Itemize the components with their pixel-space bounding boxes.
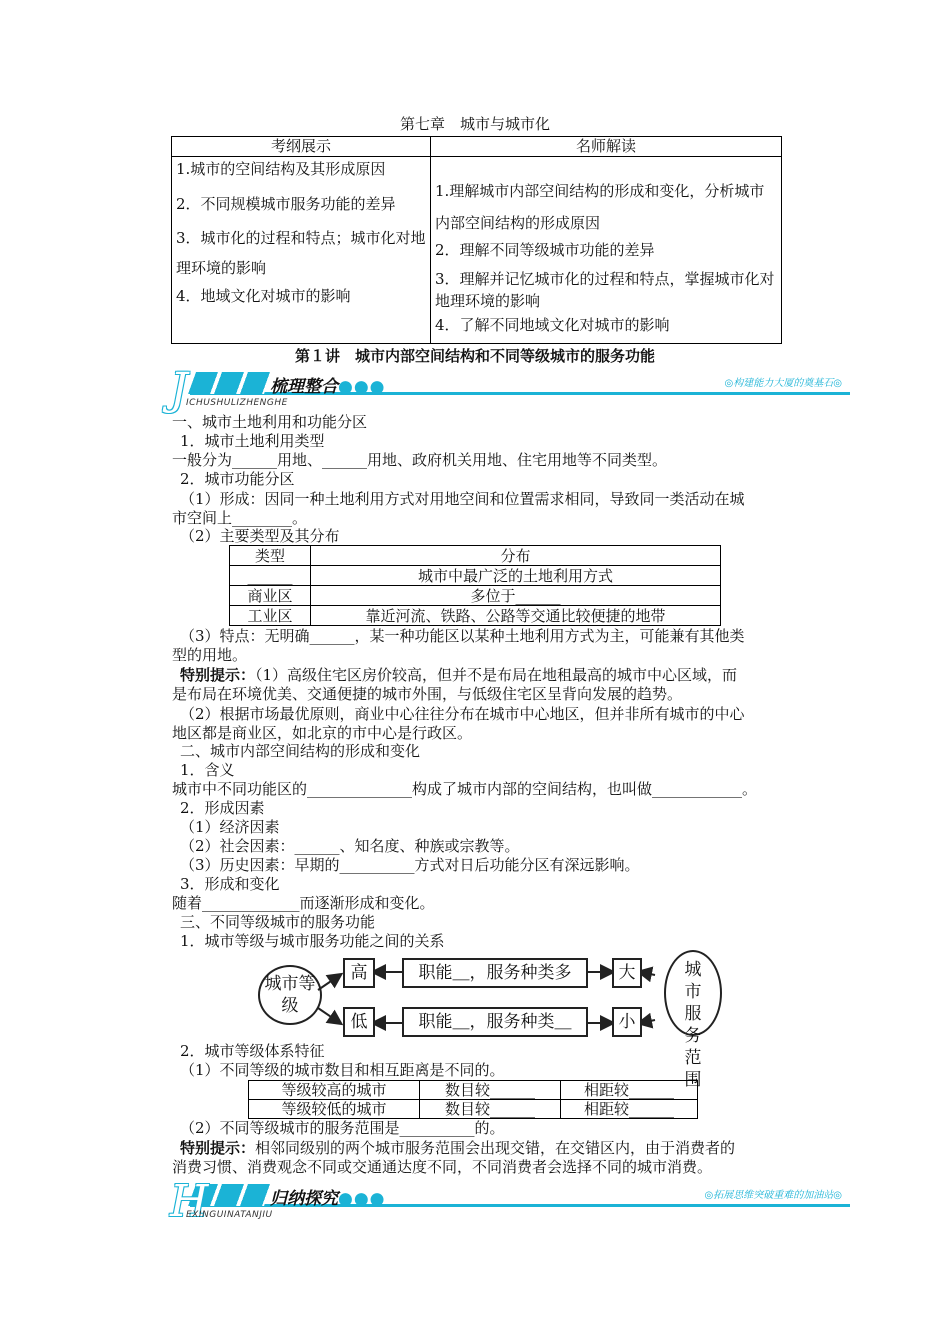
sub-heading: 3．形成和变化 <box>180 875 280 893</box>
section-banner-induction <box>170 1176 850 1227</box>
sub-heading: 2．城市功能分区 <box>180 470 295 488</box>
paragraph: 随着_____________而逐渐形成和变化。 <box>172 894 435 912</box>
paragraph: 城市中不同功能区的______________构成了城市内部的空间结构，也叫做____________。 <box>172 780 758 798</box>
banner-letter: H <box>170 1176 209 1227</box>
paragraph: （3）特点：无明确______，某一种功能区以某种土地利用方式为主，可能兼有其他类 <box>180 627 745 645</box>
function-low-box: 职能＿，服务种类＿ <box>402 1007 588 1037</box>
table-cell: 城市中最广泛的土地利用方式 <box>311 566 721 586</box>
tip-paragraph: 特别提示：相邻同级别的两个城市服务范围会出现交错，在交错区内，由于消费者的 <box>180 1139 736 1157</box>
table-cell: ______ <box>230 566 311 586</box>
paragraph: （2）主要类型及其分布 <box>180 527 340 545</box>
paragraph: （1）不同等级的城市数目和相互距离是不同的。 <box>180 1061 505 1079</box>
table-cell: 数目较______ <box>420 1100 561 1119</box>
table-header: 类型 <box>230 546 311 566</box>
paragraph: （2）不同等级城市的服务范围是__________的。 <box>180 1119 505 1137</box>
banner-slogan: ◎构建能力大厦的奠基石◎ <box>724 378 842 389</box>
table-cell: 商业区 <box>230 586 311 606</box>
sub-heading: 1．城市土地利用类型 <box>180 432 325 450</box>
big-box: 大 <box>612 958 642 988</box>
banner-slogan: ◎拓展思维突破重难的加油站◎ <box>704 1190 842 1201</box>
banner-title: 归纳探究●●● <box>270 1189 386 1209</box>
sub-heading: 2．城市等级体系特征 <box>180 1042 325 1060</box>
paragraph: （2）根据市场最优原则，商业中心往往分布在城市中心地区，但并非所有城市的中心 <box>180 705 745 723</box>
banner-letter: J <box>170 364 188 415</box>
paragraph: （1）形成：因同一种土地利用方式对用地空间和位置需求相同，导致同一类活动在城 <box>180 490 745 508</box>
banner-pinyin: ICHUSHULIZHENGHE <box>186 398 288 408</box>
lesson-title: 第１讲 城市内部空间结构和不同等级城市的服务功能 <box>294 347 655 365</box>
table-header: 分布 <box>311 546 721 566</box>
table-cell: 多位于______ <box>311 586 721 606</box>
section-banner-sorting <box>170 364 850 415</box>
table-cell: 靠近河流、铁路、公路等交通比较便捷的地带 <box>311 606 721 626</box>
paragraph: 型的用地。 <box>172 646 248 664</box>
section-heading: 一、城市土地利用和功能分区 <box>172 413 368 431</box>
paragraph: （2）社会因素：______、知名度、种族或宗教等。 <box>180 837 520 855</box>
low-box: 低 <box>343 1007 375 1037</box>
section-heading: 二、城市内部空间结构的形成和变化 <box>180 742 421 760</box>
interpretation-item: 3．理解并记忆城市化的过程和特点，掌握城市化对地理环境的影响 <box>435 270 775 310</box>
banner-pinyin: EXINGUINATANJIU <box>186 1210 273 1220</box>
table-cell: 相距较______ <box>561 1081 698 1100</box>
table-cell: 数目较______ <box>420 1081 561 1100</box>
syllabus-item: 4．地域文化对城市的影响 <box>176 287 351 305</box>
grade-table <box>248 1080 698 1119</box>
sub-heading: 1．城市等级与城市服务功能之间的关系 <box>180 932 445 950</box>
tip-paragraph: 特别提示：（1）高级住宅区房价较高，但并不是布局在地租最高的城市中心区域，而 <box>180 666 738 684</box>
paragraph: （3）历史因素：早期的__________方式对日后功能分区有深远影响。 <box>180 856 640 874</box>
function-high-box: 职能＿，服务种类多 <box>402 958 588 988</box>
sub-heading: 1．含义 <box>180 761 235 779</box>
syllabus-table <box>171 136 782 344</box>
interpretation-item: 2．理解不同等级城市功能的差异 <box>435 241 655 259</box>
small-box: 小 <box>612 1007 642 1037</box>
high-box: 高 <box>343 958 375 988</box>
table-cell: 工业区 <box>230 606 311 626</box>
tip-label: 特别提示： <box>180 1139 256 1157</box>
banner-title: 梳理整合●●● <box>270 377 386 397</box>
banner-stripes <box>188 372 272 394</box>
table-cell: 等级较低的城市 <box>249 1100 420 1119</box>
table-header: 名师解读 <box>431 137 782 157</box>
zone-table <box>229 545 721 626</box>
paragraph: 是布局在环境优美、交通便捷的城市外围，与低级住宅区呈背向发展的趋势。 <box>172 685 683 703</box>
interpretation-item: 1.理解城市内部空间结构的形成和变化，分析城市内部空间结构的形成原因 <box>435 182 765 232</box>
syllabus-item: 3．城市化的过程和特点；城市化对地理环境的影响 <box>176 229 426 277</box>
interpretation-item: 4．了解不同地域文化对城市的影响 <box>435 316 670 334</box>
city-grade-circle: 城市等级 <box>258 965 322 1025</box>
paragraph: （1）经济因素 <box>180 818 280 836</box>
table-cell: 等级较高的城市 <box>249 1081 420 1100</box>
syllabus-item: 1.城市的空间结构及其形成原因 <box>176 160 386 178</box>
tip-label: 特别提示： <box>180 666 256 684</box>
table-header: 考纲展示 <box>172 137 431 157</box>
service-range-circle: 城市服务范围 <box>664 950 722 1036</box>
paragraph: 地区都是商业区，如北京的市中心是行政区。 <box>172 724 473 742</box>
section-heading: 三、不同等级城市的服务功能 <box>180 913 376 931</box>
chapter-title: 第七章 城市与城市化 <box>399 115 550 133</box>
paragraph: 市空间上________。 <box>172 509 308 527</box>
paragraph: 消费习惯、消费观念不同或交通通达度不同，不同消费者会选择不同的城市消费。 <box>172 1158 713 1176</box>
sub-heading: 2．形成因素 <box>180 799 265 817</box>
syllabus-item: 2．不同规模城市服务功能的差异 <box>176 195 396 213</box>
paragraph: 一般分为______用地、______用地、政府机关用地、住宅用地等不同类型。 <box>172 451 668 469</box>
table-cell: 相距较______ <box>561 1100 698 1119</box>
